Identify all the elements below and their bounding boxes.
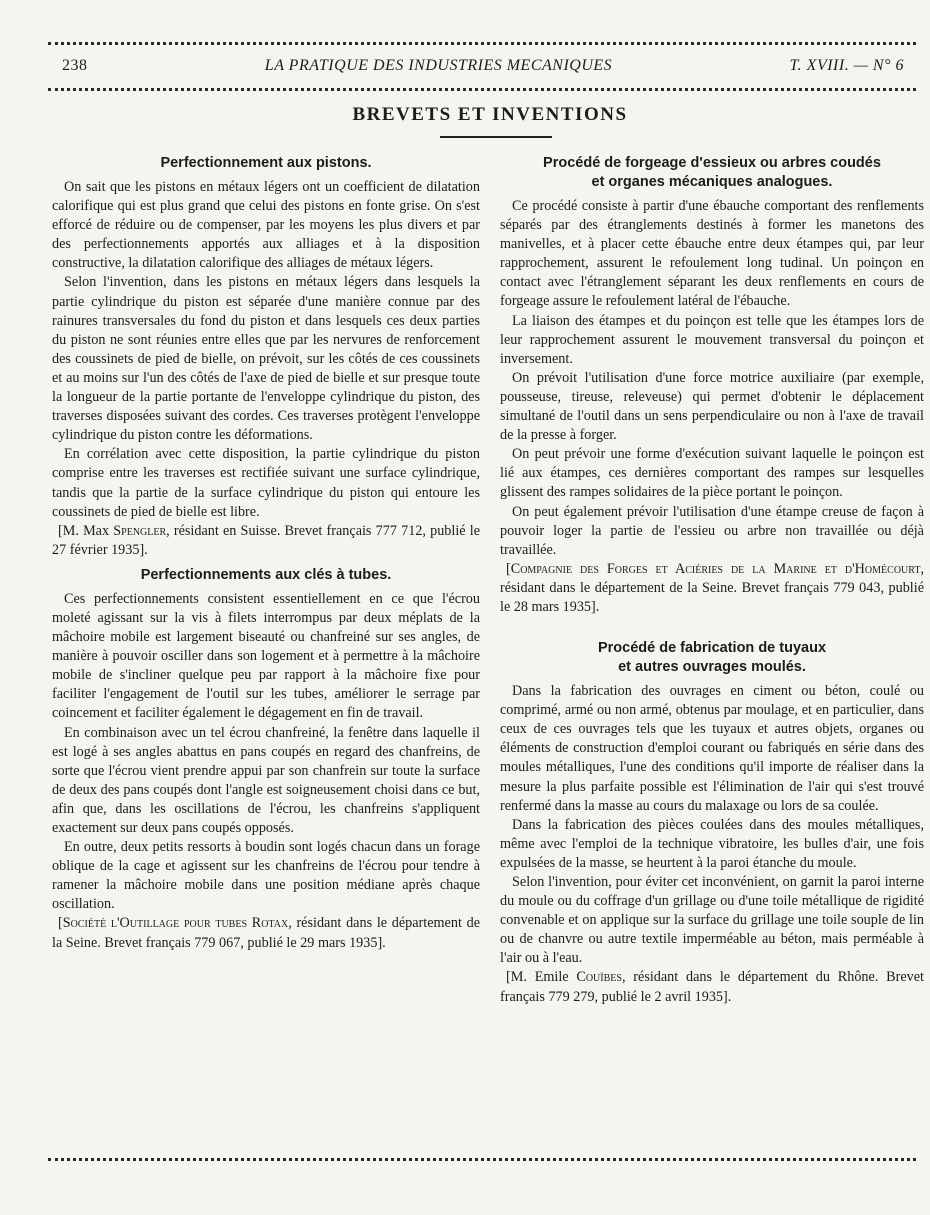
paragraph: On sait que les pistons en métaux légers ont un coefficient de dilatation calorifique qui est plus grand que celui des pistons en fonte grise. On s'est efforcé de réduire ou de compenser, par les moyens les plus divers et par des perfectionnements apportés aux alliages et à la disposition constructive, la dilatation calorifique des alliages de métaux légers. (52, 179, 480, 272)
section-title: BREVETS ET INVENTIONS (352, 104, 628, 125)
article-title (500, 639, 924, 677)
citation-prefix: [M. Emile (506, 969, 577, 986)
paragraph: Ces perfectionnements consistent essentiellement en ce que l'écrou moleté agissant sur la vis à filets interrompus par deux méplats de la mâchoire mobile est largement biseauté ou chanfreiné sur ses angles, de manière à pouvoir osciller dans son logement et à permettre à la mâchoire mobile de s'incliner quelque peu par rapport à la mâchoire fixe pour faciliter l'engagement de l'outil sur les tubes, améliorer le serrage par coincement et faciliter également le dégagement en fin de travail. (52, 590, 480, 722)
title-line-2: et autres ouvrages moulés. (618, 659, 806, 676)
left-column (52, 148, 480, 953)
footer-rule (48, 1158, 916, 1161)
paragraph: On peut également prévoir l'utilisation d'une étampe creuse de façon à pouvoir loger la partie de l'essieu ou arbre non travaillée ou déjà travaillée. (500, 503, 924, 558)
citation-holder: Société l'Outillage pour tubes Rotax (62, 915, 289, 932)
patent-citation (52, 522, 480, 560)
article-spacer (500, 617, 924, 633)
citation-details: , résidant dans le département du Rhône. Brevet français 779 279, publié le 2 avril 1935]. (500, 969, 924, 1005)
article-pistons (52, 154, 480, 560)
paragraph: Dans la fabrication des pièces coulées dans des moules métalliques, même avec l'emploi de la technique vibratoire, les bulles d'air, une fois expulsées de la masse, se heurtent à la paroi étanche du moule. (500, 816, 924, 871)
page-number: 238 (62, 57, 88, 74)
issue-number: T. XVIII. — N° 6 (789, 57, 904, 74)
title-line-2: et organes mécaniques analogues. (591, 174, 833, 190)
paragraph: Selon l'invention, dans les pistons en métaux légers dans lesquels la partie cylindrique du piston est séparée d'une manière connue par des rainures transversales du fond du piston et dans lesquels ces deux parties du piston ne sont réunies entre elles que par les nervures de renforcement des coussinets de pied de bielle, on prévoit, sur les côtés de ces coussinets et au moins sur l'un des côtés de l'axe de pied de bielle et sur presque toute la longueur de la partie portante de l'enveloppe cylindrique du piston, des traverses disposées suivant des cordes. Ces traverses protègent l'enveloppe cylindrique du piston contre les déformations. (52, 274, 480, 444)
paragraph: Dans la fabrication des ouvrages en ciment ou béton, coulé ou comprimé, armé ou non armé, obtenus par moulage, et en particulier, dans ceux de ces ouvrages tels que les tuyaux et autres objets, organes ou éléments de construction d'emploi courant ou fabriqués en série dans des moules métalliques, l'une des conditions qu'il importe de réaliser dans la mesure la plus parfaite possible est l'élimination de l'air qui s'est trouvé renfermé dans la masse au cours du malaxage ou lors de sa coulée. (500, 683, 924, 814)
right-column (500, 148, 924, 1007)
citation-prefix: [ (506, 560, 511, 577)
paragraph: En corrélation avec cette disposition, la partie cylindrique du piston comprise entre les traverses est rectifiée suivant une surface cylindrique, tandis que la partie de la surface cylindrique du piston qui entoure les coussinets de pied de bielle est libre. (52, 446, 480, 520)
paragraph: En outre, deux petits ressorts à boudin sont logés chacun dans un forage oblique de la cage et agissent sur les chanfreins de l'écrou pour tendre à ramener la mâchoire mobile dans une position médiane après chaque oscillation. (52, 839, 480, 913)
citation-prefix: [ (58, 915, 63, 932)
article-tube-wrenches (52, 566, 480, 953)
running-header (62, 52, 904, 80)
patent-citation (500, 560, 924, 617)
citation-details: , résidant dans le département de la Seine. Brevet français 779 043, publié le 28 mars 1935]. (500, 560, 924, 615)
title-line-1: Procédé de fabrication de tuyaux (597, 640, 827, 657)
citation-prefix: [M. Max (58, 522, 114, 539)
article-molded-pipes (500, 639, 924, 1007)
citation-holder: Spengler (113, 522, 167, 539)
paragraph: En combinaison avec un tel écrou chanfreiné, la fenêtre dans laquelle il est logé à ses angles abattus en pans coupés en regard des chanfreins, de sorte que l'écrou vient prendre appui par son chanfrein sur toute la surface de deux des pans coupés dont l'angle est soigneusement choisi dans ce but, afin que, dans les oscillations de l'écrou, les chanfreins s'appliquent exactement sur deux pans coupés opposés. (52, 724, 480, 836)
paragraph: On peut prévoir une forme d'exécution suivant laquelle le poinçon est lié aux étampes, ces dernières comportant des rampes sur lesquelles glissent des rampes solidaires de la pièce portant le poinçon. (500, 446, 924, 501)
article-title: Perfectionnements aux clés à tubes. (140, 566, 392, 583)
citation-holder: Compagnie des Forges et Aciéries de la Marine et d'Homécourt (510, 560, 921, 577)
citation-holder: Couïbes (576, 969, 622, 986)
paragraph: La liaison des étampes et du poinçon est telle que les étampes lors de leur rapprochement assurent le mouvement transversal du poinçon et inversement. (500, 312, 924, 367)
title-line-1: Procédé de forgeage d'essieux ou arbres coudés (543, 155, 881, 171)
citation-details: , résidant en Suisse. Brevet français 777 712, publié le 27 février 1935]. (52, 522, 480, 558)
patent-citation (52, 914, 480, 952)
paragraph: Selon l'invention, pour éviter cet inconvénient, on garnit la paroi interne du moule ou du coffrage d'un grillage ou d'une toile métallique de rigidité convenable et on applique sur la surface du grillage une toile souple de lin ou de chanvre ou autre textile imperméable au béton, mais perméable à l'air ou à l'eau. (500, 874, 924, 967)
title-underline (440, 136, 552, 138)
header-bottom-rule (48, 88, 916, 91)
paragraph: On prévoit l'utilisation d'une force motrice auxiliaire (par exemple, pousseuse, tireuse, releveuse) qui permet d'obtenir le déplacement simultané de l'outil dans un sens perpendiculaire ou non à l'axe de travail de la presse à forger. (500, 369, 924, 444)
patent-citation (500, 968, 924, 1006)
citation-details: , résidant dans le département de la Seine. Brevet français 779 067, publié le 29 mars 1935]. (52, 915, 480, 951)
article-title (500, 154, 924, 192)
article-forging (500, 154, 924, 617)
journal-title: LA PRATIQUE DES INDUSTRIES MECANIQUES (264, 57, 613, 74)
header-top-rule (48, 42, 916, 45)
paragraph: Ce procédé consiste à partir d'une ébauche comportant des renflements séparés par des étranglements destinés à former les manetons des manivelles, et à placer cette ébauche entre deux étampes qui, par leur rapprochement, assurent le refoulement long tudinal. Un poinçon en contact avec l'étranglement séparant les deux renflements en cours de forgeage assure le refoulement latéral de l'ébauche. (500, 198, 924, 310)
article-title: Perfectionnement aux pistons. (160, 155, 372, 171)
